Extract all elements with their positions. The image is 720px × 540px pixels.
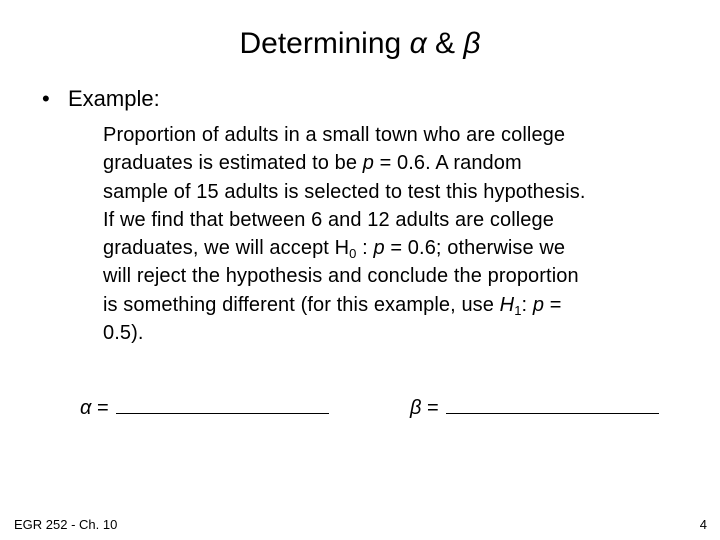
alpha-label: α: [80, 397, 92, 419]
bullet-example: [42, 84, 160, 114]
para-line-4: If we find that between 6 and 12 adults are college: [103, 208, 554, 231]
para-line-7-a: is something different (for this example, use: [103, 293, 500, 316]
para-line-2-p: p: [362, 152, 374, 175]
para-line-5-a: graduates, we will accept H: [103, 237, 350, 260]
para-line-2-b: = 0.6. A random: [373, 152, 522, 175]
para-line-2-a: graduates is estimated to be: [103, 152, 363, 175]
para-line-7-c: =: [544, 293, 562, 316]
title-alpha: α: [409, 27, 427, 60]
title-amp: &: [426, 27, 464, 60]
beta-equals: =: [421, 397, 445, 419]
para-line-7-h: H: [499, 293, 515, 316]
para-line-5-sub: 0: [349, 246, 357, 262]
slide-title: [0, 24, 720, 64]
title-beta: β: [463, 27, 481, 60]
para-line-7-p: p: [532, 293, 545, 316]
para-line-8: 0.5).: [103, 322, 144, 345]
para-line-6: will reject the hypothesis and conclude the proportion: [103, 265, 579, 288]
para-line-5-c: = 0.6; otherwise we: [384, 237, 566, 260]
beta-label: β: [410, 397, 422, 419]
page-number: 4: [699, 517, 707, 532]
para-line-2: [103, 149, 683, 177]
para-line-7-sub: 1: [514, 302, 522, 318]
example-paragraph: [103, 121, 683, 347]
alpha-blank-line: [116, 393, 329, 414]
alpha-answer-row: [80, 393, 329, 423]
para-line-1: Proportion of adults in a small town who are college: [103, 124, 566, 146]
title-prefix: Determining: [239, 27, 410, 60]
bullet-symbol: •: [42, 86, 50, 111]
alpha-equals: =: [91, 397, 115, 419]
footer-course-label: EGR 252 - Ch. 10: [14, 517, 118, 532]
beta-answer-row: [410, 393, 659, 423]
para-line-5: [103, 234, 683, 262]
para-line-5-p: p: [373, 237, 385, 260]
para-line-7-b: :: [521, 293, 533, 316]
bullet-text: Example:: [68, 86, 160, 111]
para-line-7: [103, 291, 683, 319]
para-line-3: sample of 15 adults is selected to test this hypothesis.: [103, 180, 586, 203]
para-line-5-b: :: [356, 237, 374, 260]
beta-blank-line: [446, 393, 659, 414]
